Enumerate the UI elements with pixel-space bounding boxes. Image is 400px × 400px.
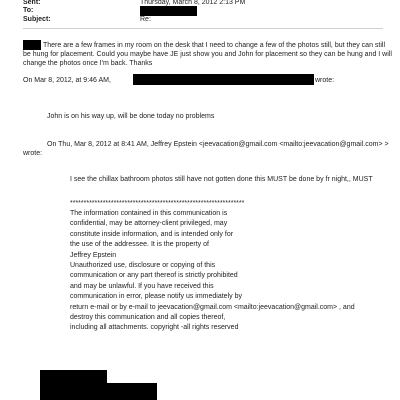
disclaimer-line: Jeffrey Epstein bbox=[70, 251, 117, 259]
to-redaction bbox=[140, 6, 197, 16]
signature-redaction-2 bbox=[40, 383, 157, 400]
disclaimer-line: communication or any part thereof is strictly prohibited bbox=[70, 272, 238, 280]
intro-line-2: be hung for placement. Could you maybe have JE just show you and John for placement so they can be hung and I will bbox=[23, 51, 392, 58]
signature-redaction-1 bbox=[40, 370, 107, 383]
header-divider bbox=[23, 28, 383, 29]
disclaimer-line: constitute inside information, and is intended only for bbox=[70, 230, 234, 238]
to-label: To: bbox=[23, 7, 34, 14]
sender-redaction bbox=[23, 40, 41, 50]
disclaimer-line: and may be unlawful. If you have received this bbox=[70, 282, 214, 290]
disclaimer-line: return e-mail or by e-mail to jeevacation@gmail.com <mailto:jeevacation@gmail.com> , and bbox=[70, 303, 355, 311]
disclaimer-line: including all attachments. copyright -all rights reserved bbox=[70, 324, 239, 332]
sent-label: Sent: bbox=[23, 0, 41, 6]
disclaimer-line: communication in error, please notify us immediately by bbox=[70, 293, 242, 301]
disclaimer-line: confidential, may be attorney-client privileged, may bbox=[70, 220, 228, 228]
disclaimer-line: Unauthorized use, disclosure or copying of this bbox=[70, 262, 216, 270]
reply1-header-suffix: wrote: bbox=[315, 77, 335, 84]
intro-line-3: change the photos once I'm back. Thanks bbox=[23, 60, 153, 67]
subject-label: Subject: bbox=[23, 16, 51, 23]
disclaimer bbox=[70, 209, 355, 334]
disclaimer-line: the use of the addressee. It is the property of bbox=[70, 241, 209, 249]
sent-value: Thursday, March 8, 2012 2:13 PM bbox=[140, 0, 246, 6]
intro-line-1: There are a few frames in my room on the desk that I need to change a few of the photos still, but they can still bbox=[43, 42, 386, 49]
reply1-text: John is on his way up, will be done today no problems bbox=[47, 113, 215, 120]
reply1-sender-redaction bbox=[133, 74, 314, 85]
disclaimer-stars: **************************************************************** bbox=[70, 200, 245, 207]
reply2-text: I see the chillax bathroom photos still have not gotten done this MUST be done by fr night,, MUST bbox=[70, 176, 373, 183]
subject-value: Re: bbox=[140, 16, 151, 23]
disclaimer-line: The information contained in this communication is bbox=[70, 210, 228, 217]
disclaimer-line: destroy this communication and all copies thereof, bbox=[70, 314, 226, 322]
reply2-header-line-1: On Thu, Mar 8, 2012 at 8:41 AM, Jeffrey Epstein <jeevacation@gmail.com <mailto:jeevacation@gmail.com> > bbox=[47, 141, 389, 148]
reply2-header-line-2: wrote: bbox=[23, 150, 43, 157]
reply1-header-prefix: On Mar 8, 2012, at 9:46 AM, bbox=[23, 77, 111, 84]
